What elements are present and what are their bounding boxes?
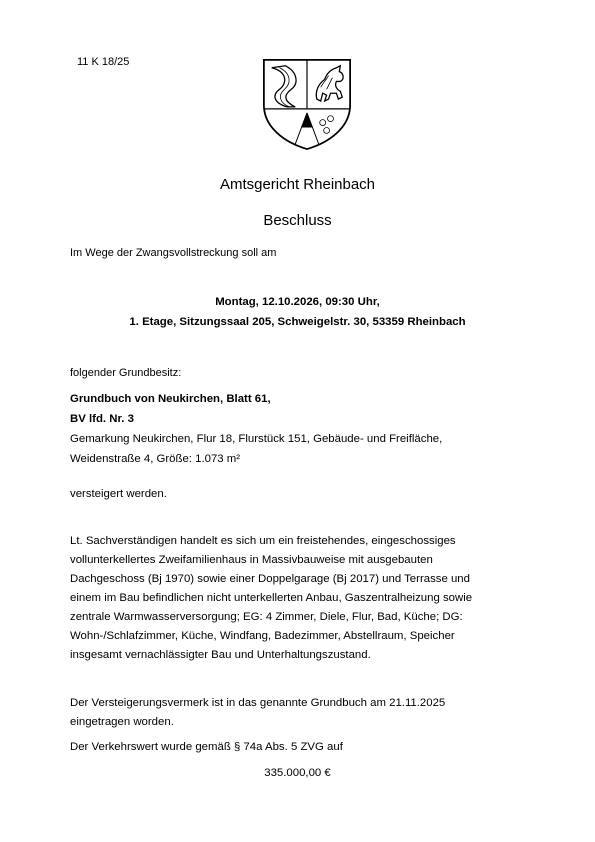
expert-line: Wohn-/Schlafzimmer, Küche, Windfang, Badezimmer, Abstellraum, Speicher	[70, 630, 455, 642]
registration-line-2: eingetragen worden.	[70, 716, 174, 728]
case-number: 11 K 18/25	[77, 56, 130, 68]
intro-text: Im Wege der Zwangsvollstreckung soll am	[70, 247, 277, 259]
registration-line-1: Der Versteigerungsvermerk ist in das genannte Grundbuch am 21.11.2025	[70, 697, 446, 709]
property-label: folgender Grundbesitz:	[70, 367, 182, 379]
bv-number: BV lfd. Nr. 3	[70, 413, 134, 425]
auction-location: 1. Etage, Sitzungssaal 205, Schweigelstr. 30, 53359 Rheinbach	[129, 316, 466, 328]
court-name: Amtsgericht Rheinbach	[219, 176, 376, 193]
nrw-coat-of-arms-icon	[258, 54, 356, 152]
parcel-line-1: Gemarkung Neukirchen, Flur 18, Flurstück 151, Gebäude- und Freifläche,	[70, 433, 443, 445]
expert-line: Dachgeschoss (Bj 1970) sowie einer Doppelgarage (Bj 2017) und Terrasse und	[70, 573, 470, 585]
valuation-text: Der Verkehrswert wurde gemäß § 74a Abs. 5 ZVG auf	[70, 741, 343, 753]
document-type: Beschluss	[263, 212, 332, 229]
expert-line: insgesamt vernachlässigter Bau und Unterhaltungszustand.	[70, 649, 371, 661]
expert-line: zentrale Warmwasserversorgung; EG: 4 Zimmer, Diele, Flur, Bad, Küche; DG:	[70, 611, 463, 623]
market-value: 335.000,00 €	[264, 767, 331, 779]
auction-date-time: Montag, 12.10.2026, 09:30 Uhr,	[215, 296, 380, 308]
expert-description	[70, 532, 510, 665]
auction-text: versteigert werden.	[70, 488, 167, 500]
expert-line: vollunterkellertes Zweifamilienhaus in Massivbauweise mit ausgebauten	[70, 554, 433, 566]
land-register: Grundbuch von Neukirchen, Blatt 61,	[70, 393, 271, 405]
expert-line: Lt. Sachverständigen handelt es sich um ein freistehendes, eingeschossiges	[70, 535, 456, 547]
parcel-line-2: Weidenstraße 4, Größe: 1.073 m²	[70, 453, 241, 465]
expert-line: einem im Bau befindlichen nicht unterkellerten Anbau, Gaszentralheizung sowie	[70, 592, 473, 604]
